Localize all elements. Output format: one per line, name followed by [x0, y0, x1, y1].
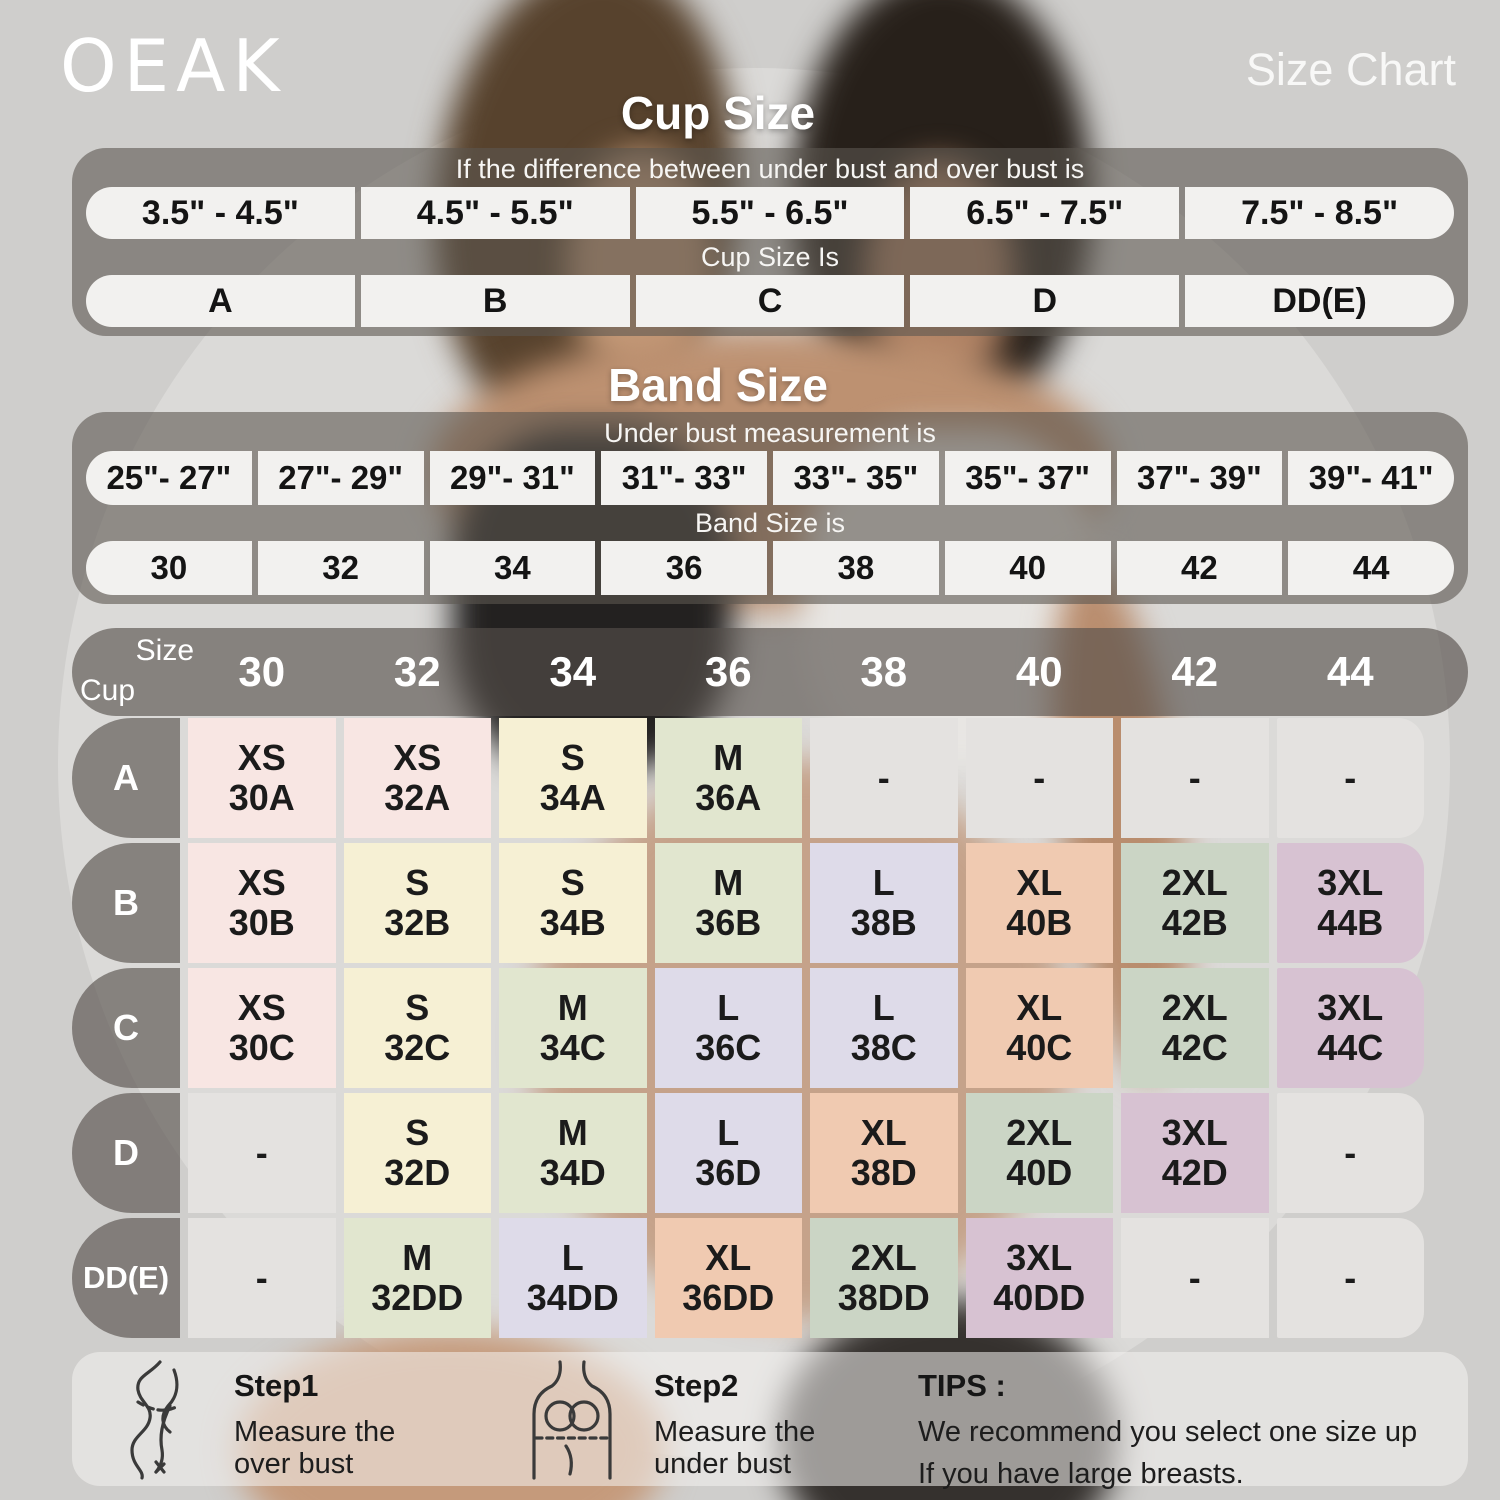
measure-instructions-panel — [72, 1352, 1468, 1490]
size-label: - — [1188, 756, 1201, 798]
matrix-corner-cell — [72, 628, 194, 716]
size-label: L — [717, 1111, 740, 1153]
size-cell-32B — [344, 843, 492, 963]
size-code: 34C — [539, 1027, 606, 1068]
size-cell-34A — [499, 718, 647, 838]
size-cell-42C — [1121, 968, 1269, 1088]
step1-line1: Measure the — [234, 1416, 396, 1448]
size-label: S — [405, 986, 430, 1028]
size-cell-42DD — [1121, 1218, 1269, 1338]
row-label-D: D — [72, 1093, 180, 1213]
column-header-40: 40 — [1015, 648, 1063, 695]
size-cell-34B — [499, 843, 647, 963]
size-label: XL — [705, 1236, 752, 1278]
size-label: 2XL — [1161, 986, 1228, 1028]
size-label: - — [1344, 1256, 1357, 1298]
column-header-30: 30 — [238, 648, 286, 695]
size-code: 32C — [384, 1027, 451, 1068]
size-cell-38A — [810, 718, 958, 838]
band-range-pill: 33"- 35" — [773, 451, 939, 505]
size-cell-36DD — [655, 1218, 803, 1338]
size-code: 40C — [1006, 1027, 1073, 1068]
band-number-pill: 42 — [1117, 541, 1283, 595]
size-code: 32DD — [371, 1277, 464, 1318]
cup-condition-label: If the difference between under bust and over bust is — [455, 154, 1085, 184]
size-cell-40C — [966, 968, 1114, 1088]
step1-title: Step1 — [234, 1368, 319, 1403]
size-cell-44C — [1277, 968, 1425, 1088]
size-label: S — [405, 861, 430, 903]
step2-line2: under bust — [654, 1448, 792, 1481]
table-row-DDE — [72, 1218, 1424, 1338]
band-range-pill: 39"- 41" — [1288, 451, 1454, 505]
cup-letter-pill: D — [910, 275, 1179, 327]
size-label: XS — [393, 736, 442, 778]
size-label: M — [713, 861, 744, 903]
size-cell-42D — [1121, 1093, 1269, 1213]
size-cell-32A — [344, 718, 492, 838]
band-number-pill: 34 — [430, 541, 596, 595]
size-code: 38DD — [837, 1277, 930, 1318]
tips-title: TIPS : — [918, 1368, 1006, 1403]
matrix-body — [72, 718, 1424, 1338]
corner-cup-label: Cup — [80, 674, 136, 707]
size-cell-30C — [188, 968, 336, 1088]
size-label: XL — [1016, 861, 1063, 903]
cup-letter-pill: A — [86, 275, 355, 327]
column-header-34: 34 — [549, 648, 597, 695]
band-number-pill: 40 — [945, 541, 1111, 595]
size-code: 32A — [384, 777, 451, 818]
size-code: 34D — [539, 1152, 606, 1193]
size-cell-32D — [344, 1093, 492, 1213]
size-cell-36B — [655, 843, 803, 963]
size-label: - — [255, 1256, 268, 1298]
size-label: 3XL — [1317, 861, 1384, 903]
size-code: 36DD — [682, 1277, 775, 1318]
step1-block — [234, 1368, 395, 1481]
size-label: M — [402, 1236, 433, 1278]
size-label: - — [877, 756, 890, 798]
size-label: 3XL — [1006, 1236, 1073, 1278]
row-label-DDE: DD(E) — [72, 1218, 180, 1338]
row-label-C: C — [72, 968, 180, 1088]
size-label: XS — [237, 986, 286, 1028]
size-code: 38D — [850, 1152, 917, 1193]
measure-under-bust-icon — [510, 1358, 630, 1484]
size-code: 36B — [695, 902, 762, 943]
size-cell-32DD — [344, 1218, 492, 1338]
cup-range-pill: 3.5" - 4.5" — [86, 187, 355, 239]
size-cell-40A — [966, 718, 1114, 838]
band-range-pill: 27"- 29" — [258, 451, 424, 505]
size-code: 30B — [228, 902, 295, 943]
band-number-pill: 44 — [1288, 541, 1454, 595]
band-size-title: Band Size — [608, 359, 828, 411]
size-cell-36C — [655, 968, 803, 1088]
step1-line2: over bust — [234, 1448, 354, 1481]
size-cell-32C — [344, 968, 492, 1088]
cup-letter-pill: DD(E) — [1185, 275, 1454, 327]
size-label: 2XL — [1006, 1111, 1073, 1153]
size-label: - — [255, 1131, 268, 1173]
size-cell-44DD — [1277, 1218, 1425, 1338]
size-label: M — [557, 1111, 588, 1153]
band-number-pill: 32 — [258, 541, 424, 595]
size-code: 38B — [850, 902, 917, 943]
corner-size-label: Size — [135, 634, 194, 667]
size-cell-40DD — [966, 1218, 1114, 1338]
size-code: 30C — [228, 1027, 295, 1068]
cup-range-pill: 6.5" - 7.5" — [910, 187, 1179, 239]
size-cell-44A — [1277, 718, 1425, 838]
size-code: 32D — [384, 1152, 451, 1193]
cup-result-label: Cup Size Is — [700, 242, 840, 272]
size-label: XL — [1016, 986, 1063, 1028]
size-label: - — [1344, 756, 1357, 798]
size-cell-34C — [499, 968, 647, 1088]
band-range-pill: 35"- 37" — [945, 451, 1111, 505]
row-label-B: B — [72, 843, 180, 963]
cup-size-title: Cup Size — [620, 87, 816, 139]
size-cell-42B — [1121, 843, 1269, 963]
size-label: S — [560, 736, 585, 778]
size-cell-36A — [655, 718, 803, 838]
size-label: - — [1033, 756, 1046, 798]
size-code: 42B — [1161, 902, 1228, 943]
cup-size-panel — [72, 148, 1468, 336]
column-header-32: 32 — [393, 648, 441, 695]
step2-block — [654, 1368, 815, 1481]
band-number-pill: 30 — [86, 541, 252, 595]
size-label: XS — [237, 736, 286, 778]
size-label: 2XL — [1161, 861, 1228, 903]
cup-range-pill: 5.5" - 6.5" — [636, 187, 905, 239]
size-label: XL — [860, 1111, 907, 1153]
size-label: 3XL — [1161, 1111, 1228, 1153]
cup-range-pill: 7.5" - 8.5" — [1185, 187, 1454, 239]
size-code: 42C — [1161, 1027, 1228, 1068]
cup-letter-row — [86, 275, 1454, 327]
band-condition-label: Under bust measurement is — [604, 418, 936, 448]
size-code: 34B — [539, 902, 606, 943]
brand-logo: OEAK — [60, 24, 287, 108]
size-label: - — [1188, 1256, 1201, 1298]
size-code: 36C — [695, 1027, 762, 1068]
size-label: L — [872, 986, 895, 1028]
size-label: M — [557, 986, 588, 1028]
size-label: L — [872, 861, 895, 903]
size-label: L — [561, 1236, 584, 1278]
size-code: 40DD — [993, 1277, 1086, 1318]
band-range-pill: 29"- 31" — [430, 451, 596, 505]
band-number-pill: 38 — [773, 541, 939, 595]
size-code: 44B — [1317, 902, 1384, 943]
size-code: 40D — [1006, 1152, 1073, 1193]
size-code: 42D — [1161, 1152, 1228, 1193]
size-code: 40B — [1006, 902, 1073, 943]
column-header-38: 38 — [860, 648, 908, 695]
size-cell-30A — [188, 718, 336, 838]
size-code: 32B — [384, 902, 451, 943]
column-header-44: 44 — [1326, 648, 1374, 695]
size-code: 36A — [695, 777, 762, 818]
size-label: 3XL — [1317, 986, 1384, 1028]
step2-title: Step2 — [654, 1368, 739, 1403]
size-cell-38DD — [810, 1218, 958, 1338]
band-range-pill: 31"- 33" — [601, 451, 767, 505]
band-range-pill: 25"- 27" — [86, 451, 252, 505]
band-number-row — [86, 541, 1454, 595]
column-header-36: 36 — [704, 648, 752, 695]
cup-letter-pill: C — [636, 275, 905, 327]
size-cell-30DD — [188, 1218, 336, 1338]
page-title: Size Chart — [1245, 44, 1456, 95]
size-cell-34DD — [499, 1218, 647, 1338]
size-cell-34D — [499, 1093, 647, 1213]
size-cell-30D — [188, 1093, 336, 1213]
table-row-A — [72, 718, 1424, 838]
size-code: 34DD — [526, 1277, 619, 1318]
size-label: S — [405, 1111, 430, 1153]
column-header-42: 42 — [1171, 648, 1219, 695]
size-code: 44C — [1317, 1027, 1384, 1068]
tips-line1: We recommend you select one size up — [918, 1416, 1418, 1448]
size-cell-44D — [1277, 1093, 1425, 1213]
band-range-pill: 37"- 39" — [1117, 451, 1283, 505]
step2-line1: Measure the — [654, 1416, 816, 1448]
size-label: M — [713, 736, 744, 778]
matrix-header-row — [72, 628, 1424, 716]
size-cell-40B — [966, 843, 1114, 963]
tips-line2: If you have large breasts. — [918, 1458, 1244, 1490]
size-cell-42A — [1121, 718, 1269, 838]
size-label: XS — [237, 861, 286, 903]
band-result-label: Band Size is — [694, 508, 846, 538]
size-cell-40D — [966, 1093, 1114, 1213]
table-row-D — [72, 1093, 1424, 1213]
size-cell-44B — [1277, 843, 1425, 963]
band-range-row — [86, 451, 1454, 505]
size-code: 30A — [228, 777, 295, 818]
row-label-A: A — [72, 718, 180, 838]
size-cell-38D — [810, 1093, 958, 1213]
cup-letter-pill: B — [361, 275, 630, 327]
table-row-C — [72, 968, 1424, 1088]
cup-range-row — [86, 187, 1454, 239]
table-row-B — [72, 843, 1424, 963]
measure-over-bust-icon — [94, 1358, 214, 1480]
size-code: 38C — [850, 1027, 917, 1068]
band-number-pill: 36 — [601, 541, 767, 595]
band-size-panel — [72, 412, 1468, 604]
size-label: 2XL — [850, 1236, 917, 1278]
size-code: 36D — [695, 1152, 762, 1193]
size-label: L — [717, 986, 740, 1028]
cup-range-pill: 4.5" - 5.5" — [361, 187, 630, 239]
size-cell-36D — [655, 1093, 803, 1213]
size-label: S — [560, 861, 585, 903]
size-code: 34A — [539, 777, 606, 818]
size-label: - — [1344, 1131, 1357, 1173]
size-cell-30B — [188, 843, 336, 963]
size-cell-38C — [810, 968, 958, 1088]
size-cell-38B — [810, 843, 958, 963]
tips-block — [918, 1368, 1417, 1491]
